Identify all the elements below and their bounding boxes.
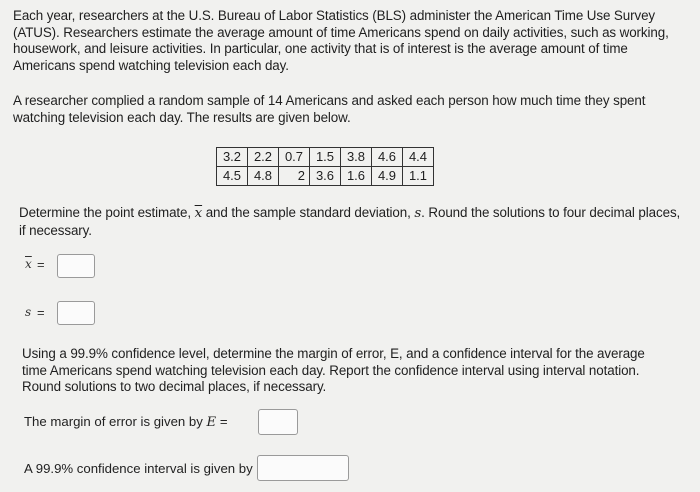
q1-text-after: . Round the solutions to four decimal places, if necessary.	[19, 205, 681, 238]
table-cell: 1.6	[341, 167, 372, 186]
s-answer-input[interactable]	[57, 301, 95, 325]
table-cell: 1.1	[403, 167, 434, 186]
s-equals: =	[37, 305, 45, 320]
table-row	[217, 148, 434, 167]
confidence-interval-label: A 99.9% confidence interval is given by	[24, 461, 253, 476]
margin-equals: =	[219, 414, 228, 429]
margin-of-error-input[interactable]	[258, 409, 298, 435]
margin-label-prefix: The margin of error is given by	[24, 414, 207, 429]
table-cell: 2.2	[248, 148, 279, 167]
table-cell: 0.7	[279, 148, 310, 167]
table-cell: 4.9	[372, 167, 403, 186]
xbar-answer-input[interactable]	[57, 254, 95, 278]
data-table	[216, 147, 434, 186]
xbar-equals: =	[37, 257, 45, 272]
q1-text-middle: and the sample standard deviation,	[202, 205, 415, 220]
question-2-text: Using a 99.9% confidence level, determine the margin of error, E, and a confidence interval for the average time Americans spend watching television each day. Report the confidence interval using interval notation. Round solutions to two decimal places, if necessary.	[22, 346, 645, 394]
margin-variable: E	[206, 415, 217, 430]
table-cell: 3.6	[310, 167, 341, 186]
question-1-text	[19, 205, 684, 239]
table-cell: 4.6	[372, 148, 403, 167]
s-symbol: s	[414, 206, 422, 221]
table-cell: 4.8	[248, 167, 279, 186]
xbar-symbol: $\overline{x}$	[194, 206, 203, 221]
table-cell: 1.5	[310, 148, 341, 167]
table-row	[217, 167, 434, 186]
q1-text-before: Determine the point estimate,	[19, 205, 195, 220]
table-cell: 4.4	[403, 148, 434, 167]
table-cell: 3.8	[341, 148, 372, 167]
s-label: s	[25, 305, 32, 319]
table-cell: 2	[279, 167, 310, 186]
xbar-label: $\overline{x}$	[25, 257, 32, 271]
table-cell: 4.5	[217, 167, 248, 186]
confidence-interval-input[interactable]	[257, 455, 349, 481]
intro-paragraph-2: A researcher complied a random sample of 14 Americans and asked each person how much time they spent watching television each day. The results are given below.	[13, 93, 646, 125]
intro-paragraph-1: Each year, researchers at the U.S. Bureau of Labor Statistics (BLS) administer the American Time Use Survey (ATUS). Researchers estimate the average amount of time Americans spend on daily activities, such as working, housework, and leisure activities. In particular, one activity that is of interest is the average amount of time Americans spend watching television each day.	[13, 8, 669, 73]
table-cell: 3.2	[217, 148, 248, 167]
margin-of-error-label	[24, 414, 228, 430]
